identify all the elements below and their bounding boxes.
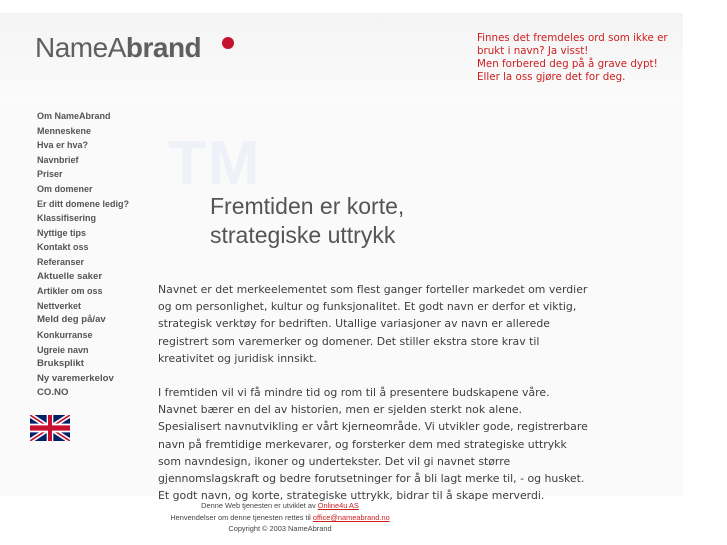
nav-item-referanser[interactable]: Referanser <box>37 256 85 267</box>
tagline-line: Eller la oss gjøre det for deg. <box>477 71 626 83</box>
logo-dot-icon <box>222 37 234 49</box>
nav-item-hva-er-hva[interactable]: Hva er hva? <box>37 140 89 151</box>
logo-text-bold: brand <box>125 32 202 63</box>
nav-item-artikler-om-oss[interactable]: Artikler om oss <box>37 286 103 297</box>
headline-line: Fremtiden er korte, <box>210 193 405 219</box>
nav-item-om-nameabrand[interactable]: Om NameAbrand <box>37 111 111 121</box>
nav-item-ny-varemerkelov[interactable]: Ny varemerkelov <box>37 372 114 384</box>
uk-flag-icon[interactable] <box>30 415 70 441</box>
footer <box>140 500 420 535</box>
tagline-line: Men forbered deg på å grave dypt! <box>477 58 658 70</box>
nav-item-nyttige-tips[interactable]: Nyttige tips <box>37 227 87 238</box>
nav-item-navnbrief[interactable]: Navnbrief <box>37 154 79 165</box>
footer-contact-text: Henvendelser om denne tjenesten rettes til <box>170 512 313 522</box>
nav-item-nettverket[interactable]: Nettverket <box>37 300 82 311</box>
tagline-line: brukt i navn? Ja visst! <box>477 45 589 57</box>
footer-developer-text: Denne Web tjenesten er utviklet av <box>201 501 318 510</box>
nav-item-bruksplikt[interactable]: Bruksplikt <box>37 358 84 370</box>
header-tagline <box>477 32 687 84</box>
body-paragraph: I fremtiden vil vi få mindre tid og rom til å presentere budskapene våre. Navnet bærer en del av historien, men er sjelden sterkt nok alene. Spesialisert navnutvikling er vårt kjerneområde. Vi utvikler gode, registrerbare navn på fremtidige merkevarer, og forsterker dem med strategiske uttrykk som navndesign, ikoner og undertekster. Det vil gi navnet større gjennomslagskraft og bedre forutsetninger for å bli lagt merke til, - og husket. Et godt navn, og korte, strategiske uttrykk, bidrar til å skape merverdi. <box>158 386 588 503</box>
page-headline <box>210 192 404 250</box>
nav-item-menneskene[interactable]: Menneskene <box>37 125 92 136</box>
tagline-line: Finnes det fremdeles ord som ikke er <box>477 32 668 44</box>
body-paragraph: Navnet er det merkeelementet som flest ganger forteller markedet om verdier og om personlighet, kultur og funksjonalitet. Et godt navn er derfor et viktig, strategisk verktøy for bedriften. Utallige variasjoner av navn er allerede registrert som varemerker og domener. Det stiller ekstra store krav til kreativitet og juridisk innsikt. <box>158 283 588 365</box>
footer-developer-link[interactable]: Online4u AS <box>317 501 359 510</box>
logo-text-regular: NameA <box>35 32 126 63</box>
headline-line: strategiske uttrykk <box>210 222 396 248</box>
nav-item-konkurranse[interactable]: Konkurranse <box>37 329 93 340</box>
footer-copyright: Copyright © 2003 NameAbrand <box>228 524 332 534</box>
nav-item-meld-deg-pa-av[interactable]: Meld deg på/av <box>37 314 106 326</box>
nav-item-priser[interactable]: Priser <box>37 169 63 180</box>
nav-item-er-ditt-domene-ledig[interactable]: Er ditt domene ledig? <box>37 198 130 209</box>
main-content <box>158 281 588 521</box>
footer-line <box>140 512 420 524</box>
nav-item-klassifisering[interactable]: Klassifisering <box>37 213 97 224</box>
sidebar-nav <box>37 109 147 401</box>
nameabrand-logo[interactable] <box>35 32 201 64</box>
nav-item-aktuelle-saker[interactable]: Aktuelle saker <box>37 270 103 282</box>
nav-item-ugreie-navn[interactable]: Ugreie navn <box>37 344 89 355</box>
nav-item-om-domener[interactable]: Om domener <box>37 183 93 194</box>
nav-item-kontakt-oss[interactable]: Kontakt oss <box>37 242 89 253</box>
tm-watermark: TM <box>168 129 262 198</box>
footer-email-link[interactable]: office@nameabrand.no <box>312 512 390 522</box>
footer-line <box>140 500 420 512</box>
nav-item-co-no[interactable]: CO.NO <box>37 387 69 399</box>
